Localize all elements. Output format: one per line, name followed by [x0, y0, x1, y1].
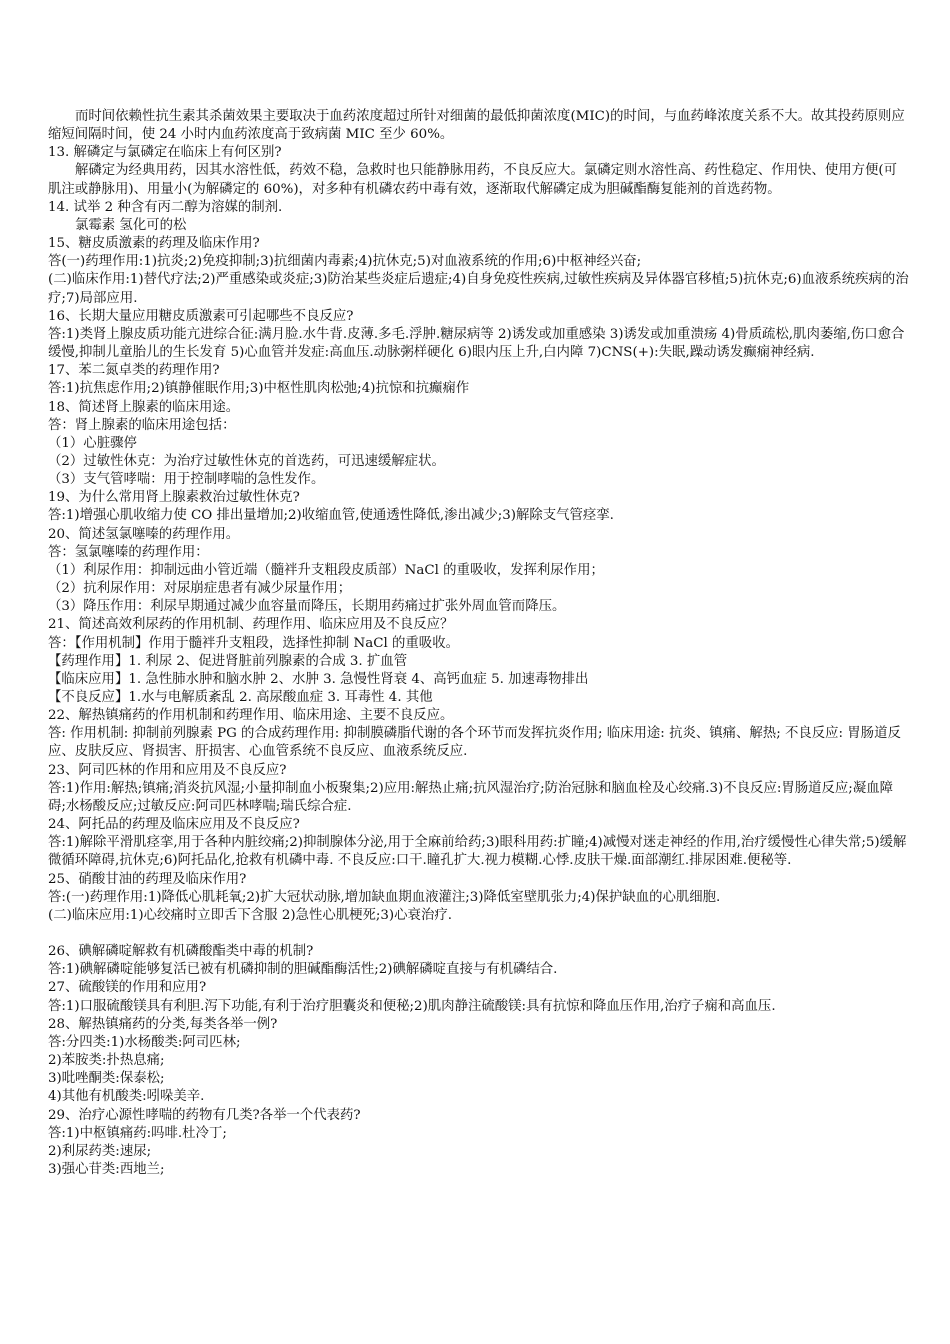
- text-line: 17、苯二氮卓类的药理作用?: [48, 363, 220, 379]
- text-line: 24、阿托品的药理及临床应用及不良反应?: [48, 817, 300, 833]
- text-line: （1）利尿作用：抑制远曲小管近端（髓袢升支粗段皮质部）NaCl 的重吸收，发挥利尿作用；: [48, 562, 604, 578]
- text-line: 答:分四类:1)水杨酸类:阿司匹林;: [48, 1034, 241, 1050]
- text-line: 22、解热镇痛药的作用机制和药理作用、临床用途、主要不良反应。: [48, 708, 454, 724]
- text-line: 19、为什么常用肾上腺素救治过敏性休克?: [48, 490, 300, 506]
- text-line: (二)临床作用:1)替代疗法;2)严重感染或炎症;3)防治某些炎症后遗症;4)自身免疫性疾病,过敏性疾病及异体器官移植;5)抗休克;6)血液系统疾病的治疗;7)局部应用.: [48, 272, 909, 306]
- text-line: 26、碘解磷啶解救有机磷酸酯类中毒的机制?: [48, 944, 314, 960]
- text-line: 21、简述高效利尿药的作用机制、药理作用、临床应用及不良反应？: [48, 617, 454, 633]
- text-line: 答：【作用机制】作用于髓袢升支粗段，选择性抑制 NaCl 的重吸收。: [48, 635, 459, 651]
- text-line: 氯霉素 氢化可的松: [75, 217, 187, 233]
- text-line: 16、长期大量应用糖皮质激素可引起哪些不良反应?: [48, 308, 354, 324]
- document-page: [48, 108, 910, 1179]
- text-line: 答：肾上腺素的临床用途包括：: [48, 417, 236, 433]
- text-line: 15、糖皮质激素的药理及临床作用?: [48, 236, 260, 252]
- text-line: 4)其他有机酸类:吲哚美辛.: [48, 1089, 205, 1105]
- text-line: （2）抗利尿作用：对尿崩症患者有减少尿量作用；: [48, 581, 352, 597]
- text-line: 【不良反应】1.水与电解质紊乱 2. 高尿酸血症 3. 耳毒性 4. 其他: [48, 690, 433, 705]
- text-line: 答(一)药理作用:1)抗炎;2)免疫抑制;3)抗细菌内毒素;4)抗休克;5)对血液系统的作用;6)中枢神经兴奋;: [48, 254, 642, 270]
- text-line: 答:(一)药理作用:1)降低心肌耗氧;2)扩大冠状动脉,增加缺血期血液灌注;3)降低室壁肌张力;4)保护缺血的心肌细胞.: [48, 889, 721, 905]
- text-line: 答:1)作用:解热;镇痛;消炎抗风湿;小量抑制血小板聚集;2)应用:解热止痛;抗风湿治疗;防治冠脉和脑血栓及心绞痛.3)不良反应:胃肠道反应;凝血障碍;水杨酸反应;过敏反应:阿司匹林哮喘;瑞氏综合症.: [48, 780, 893, 814]
- text-line: 答：氢氯噻嗪的药理作用：: [48, 544, 209, 560]
- text-line: 答:1)碘解磷啶能够复活已被有机磷抑制的胆碱酯酶活性;2)碘解磷啶直接与有机磷结合.: [48, 962, 558, 978]
- text-line: 答:1)抗焦虑作用;2)镇静催眠作用;3)中枢性肌肉松弛;4)抗惊和抗癫痫作: [48, 381, 470, 397]
- text-line: 29、治疗心源性哮喘的药物有几类?各举一个代表药?: [48, 1107, 361, 1123]
- text-line: 2)苯胺类:扑热息痛;: [48, 1053, 165, 1069]
- text-line: 14. 试举 2 种含有丙二醇为溶媒的制剂.: [48, 199, 283, 215]
- text-line: 答:1)增强心肌收缩力使 CO 排出量增加;2)收缩血管,使通透性降低,渗出减少;3)解除支气管痉挛.: [48, 508, 614, 524]
- text-line: 答:1)中枢镇痛药:吗啡.杜冷丁;: [48, 1125, 227, 1141]
- text-line: 答: 作用机制: 抑制前列腺素 PG 的合成药理作用: 抑制膜磷脂代谢的各个环节而发挥抗炎作用; 临床用途: 抗炎、镇痛、解热; 不良反应: 胃肠道反应、皮肤反应、肾损害、肝损害、心血管系统不良反应、血液系统反应.: [48, 726, 901, 760]
- text-line: 28、解热镇痛药的分类,每类各举一例?: [48, 1016, 278, 1032]
- text-line: 27、硫酸镁的作用和应用?: [48, 980, 207, 996]
- text-line: (二)临床应用:1)心绞痛时立即舌下含服 2)急性心肌梗死;3)心衰治疗.: [48, 907, 452, 923]
- text-line: （3）支气管哮喘：用于控制哮喘的急性发作。: [48, 472, 325, 488]
- text-line: 答:1)解除平滑肌痉挛,用于各种内脏绞痛;2)抑制腺体分泌,用于全麻前给药;3)眼科用药:扩瞳;4)减慢对迷走神经的作用,治疗缓慢性心律失常;5)缓解微循环障碍,抗休克;6)阿托品化,抢救有机磷中毒. 不良反应:口干.瞳孔扩大.视力模糊.心悸.皮肤干燥.面部潮红.排尿困难.便秘等.: [48, 835, 907, 869]
- text-line: 3)强心苷类:西地兰;: [48, 1162, 165, 1178]
- text-line: 13. 解磷定与氯磷定在临床上有何区别?: [48, 145, 282, 161]
- text-line: 解磷定为经典用药，因其水溶性低，药效不稳，急救时也只能静脉用药，不良反应大。氯磷定则水溶性高、药性稳定、作用快、使用方便(可肌注或静脉用)、用量小(为解磷定的 60%)，对多种有机磷农药中毒有效，逐渐取代解磷定成为胆碱酯酶复能剂的首选药物。: [48, 163, 898, 197]
- text-line: 答:1)口服硫酸镁具有利胆.泻下功能,有利于治疗胆囊炎和便秘;2)肌肉静注硫酸镁:具有抗惊和降血压作用,治疗子痫和高血压.: [48, 998, 776, 1014]
- text-line: 23、阿司匹林的作用和应用及不良反应?: [48, 762, 287, 778]
- text-line: （2）过敏性休克：为治疗过敏性休克的首选药，可迅速缓解症状。: [48, 453, 445, 469]
- text-line: 25、硝酸甘油的药理及临床作用?: [48, 871, 247, 887]
- text-line: 【药理作用】1. 利尿 2、促进肾脏前列腺素的合成 3. 扩血管: [48, 653, 408, 669]
- text-line: 而时间依赖性抗生素其杀菌效果主要取决于血药浓度超过所针对细菌的最低抑菌浓度(MIC)的时间，与血药峰浓度关系不大。故其投药原则应缩短间隔时间，使 24 小时内血药浓度高于致病菌 MIC 至少 60%。: [48, 109, 905, 143]
- text-line: 20、简述氢氯噻嗪的药理作用。: [48, 526, 240, 542]
- text-line: （3）降压作用：利尿早期通过减少血容量而降压，长期用药痛过扩张外周血管而降压。: [48, 599, 566, 615]
- text-line: 【临床应用】1. 急性肺水肿和脑水肿 2、水肿 3. 急慢性肾衰 4、高钙血症 5. 加速毒物排出: [48, 671, 589, 687]
- text-line: 3)吡唑酮类:保泰松;: [48, 1071, 165, 1087]
- text-line: 2)利尿药类:速尿;: [48, 1143, 152, 1159]
- text-line: 答:1)类肾上腺皮质功能亢进综合征:满月脸.水牛背.皮薄.多毛.浮肿.糖尿病等 2)诱发或加重感染 3)诱发或加重溃疡 4)骨质疏松,肌肉萎缩,伤口愈合缓慢,抑制儿童胎儿的生长发育 5)心血管并发症:高血压.动脉粥样硬化 6)眼内压上升,白内障 7)CNS(+):失眠,躁动诱发癫痫神经病.: [48, 326, 905, 361]
- text-line: （1）心脏骤停: [48, 435, 137, 451]
- text-line: 18、简述肾上腺素的临床用途。: [48, 399, 240, 415]
- blank-line: [48, 925, 910, 943]
